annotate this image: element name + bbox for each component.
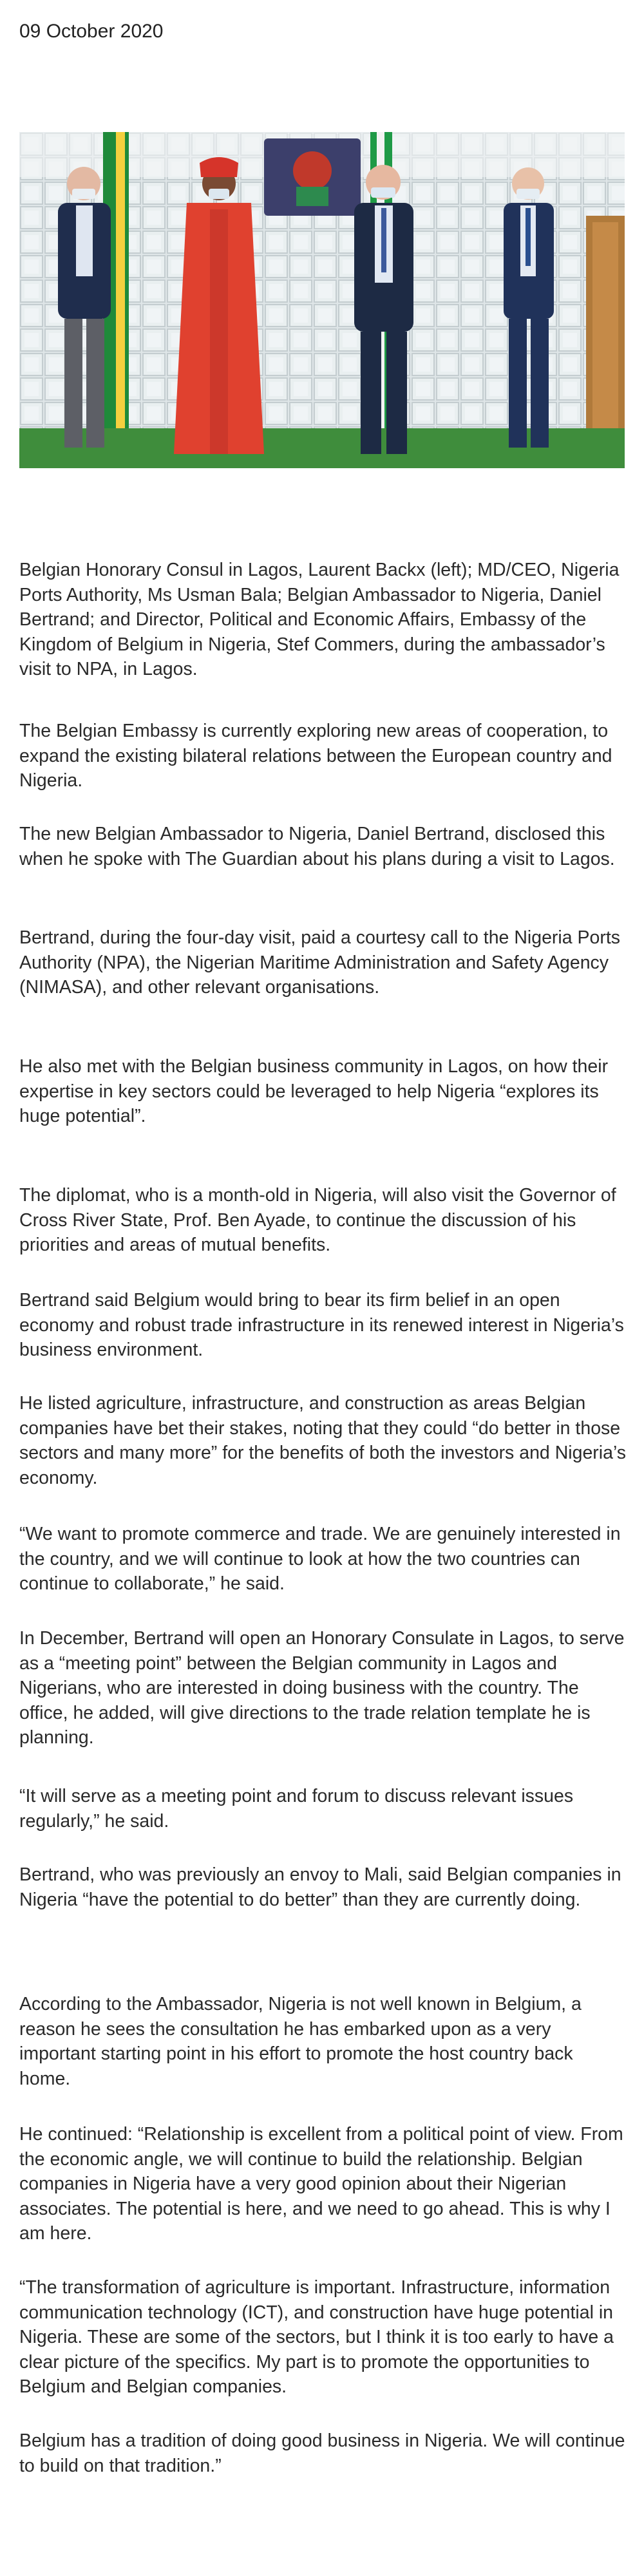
article-photo [19, 132, 625, 468]
article-paragraph: The new Belgian Ambassador to Nigeria, Daniel Bertrand, disclosed this when he spoke with The Guardian about his plans during a visit to Lagos. [19, 824, 615, 869]
article-paragraph: Bertrand, during the four-day visit, paid a courtesy call to the Nigeria Ports Authority (NPA), the Nigerian Maritime Administration and Safety Agency (NIMASA), and other relevant organisations. [19, 927, 621, 998]
article-paragraph: “The transformation of agriculture is important. Infrastructure, information communication technology (ICT), and construction have huge potential in Nigeria. These are some of the sectors, but I think it is too early to have a clear picture of the specifics. My part is to promote the opportunities to Belgium and Belgian companies. [19, 2277, 614, 2397]
article-paragraph: Bertrand, who was previously an envoy to Mali, said Belgian companies in Nigeria “have the potential to do better” than they are currently doing. [19, 1864, 621, 1910]
article-paragraph: He listed agriculture, infrastructure, and construction as areas Belgian companies have bet their stakes, noting that they could “do better in those sectors and many more” for the benefits of both the investors and Nigeria’s economy. [19, 1393, 627, 1488]
article-paragraph: According to the Ambassador, Nigeria is not well known in Belgium, a reason he sees the consultation he has embarked upon as a very important starting point in his effort to promote the host country back home. [19, 1994, 582, 2089]
article-paragraph: The Belgian Embassy is currently exploring new areas of cooperation, to expand the existing bilateral relations between the European country and Nigeria. [19, 721, 612, 791]
article-paragraph: “It will serve as a meeting point and forum to discuss relevant issues regularly,” he said. [19, 1786, 574, 1832]
article-paragraph: In December, Bertrand will open an Honorary Consulate in Lagos, to serve as a “meeting point” between the Belgian community in Lagos and Nigerians, who are interested in doing business with the country. The office, he added, will give directions to the trade relation template he is planning. [19, 1628, 625, 1748]
article-paragraph: The diplomat, who is a month-old in Nigeria, will also visit the Governor of Cross River State, Prof. Ben Ayade, to continue the discussion of his priorities and areas of mutual benefits. [19, 1185, 616, 1255]
article-date: 09 October 2020 [19, 21, 164, 42]
article-paragraph: Belgium has a tradition of doing good business in Nigeria. We will continue to build on that tradition.” [19, 2430, 625, 2476]
article-paragraph: “We want to promote commerce and trade. We are genuinely interested in the country, and we will continue to look at how the two countries can continue to collaborate,” he said. [19, 1524, 621, 1594]
article-paragraph: Bertrand said Belgium would bring to bear its firm belief in an open economy and robust trade infrastructure in its renewed interest in Nigeria’s business environment. [19, 1290, 624, 1360]
article-paragraph: He also met with the Belgian business community in Lagos, on how their expertise in key sectors could be leveraged to help Nigeria “explores its huge potential”. [19, 1056, 609, 1126]
photo-caption: Belgian Honorary Consul in Lagos, Laurent Backx (left); MD/CEO, Nigeria Ports Authority, Ms Usman Bala; Belgian Ambassador to Nigeria, Daniel Bertrand; and Director, Political and Economic Affairs, Embassy of the Kingdom of Belgium in Nigeria, Stef Commers, during the ambassador’s visit to NPA, in Lagos. [19, 560, 620, 679]
article-paragraph: He continued: “Relationship is excellent from a political point of view. From the economic angle, we will continue to build the relationship. Belgian companies in Nigeria have a very good opinion about their Nigerian associates. The potential is here, and we need to go ahead. This is why I am here. [19, 2124, 623, 2244]
photo-illustration [19, 132, 625, 468]
